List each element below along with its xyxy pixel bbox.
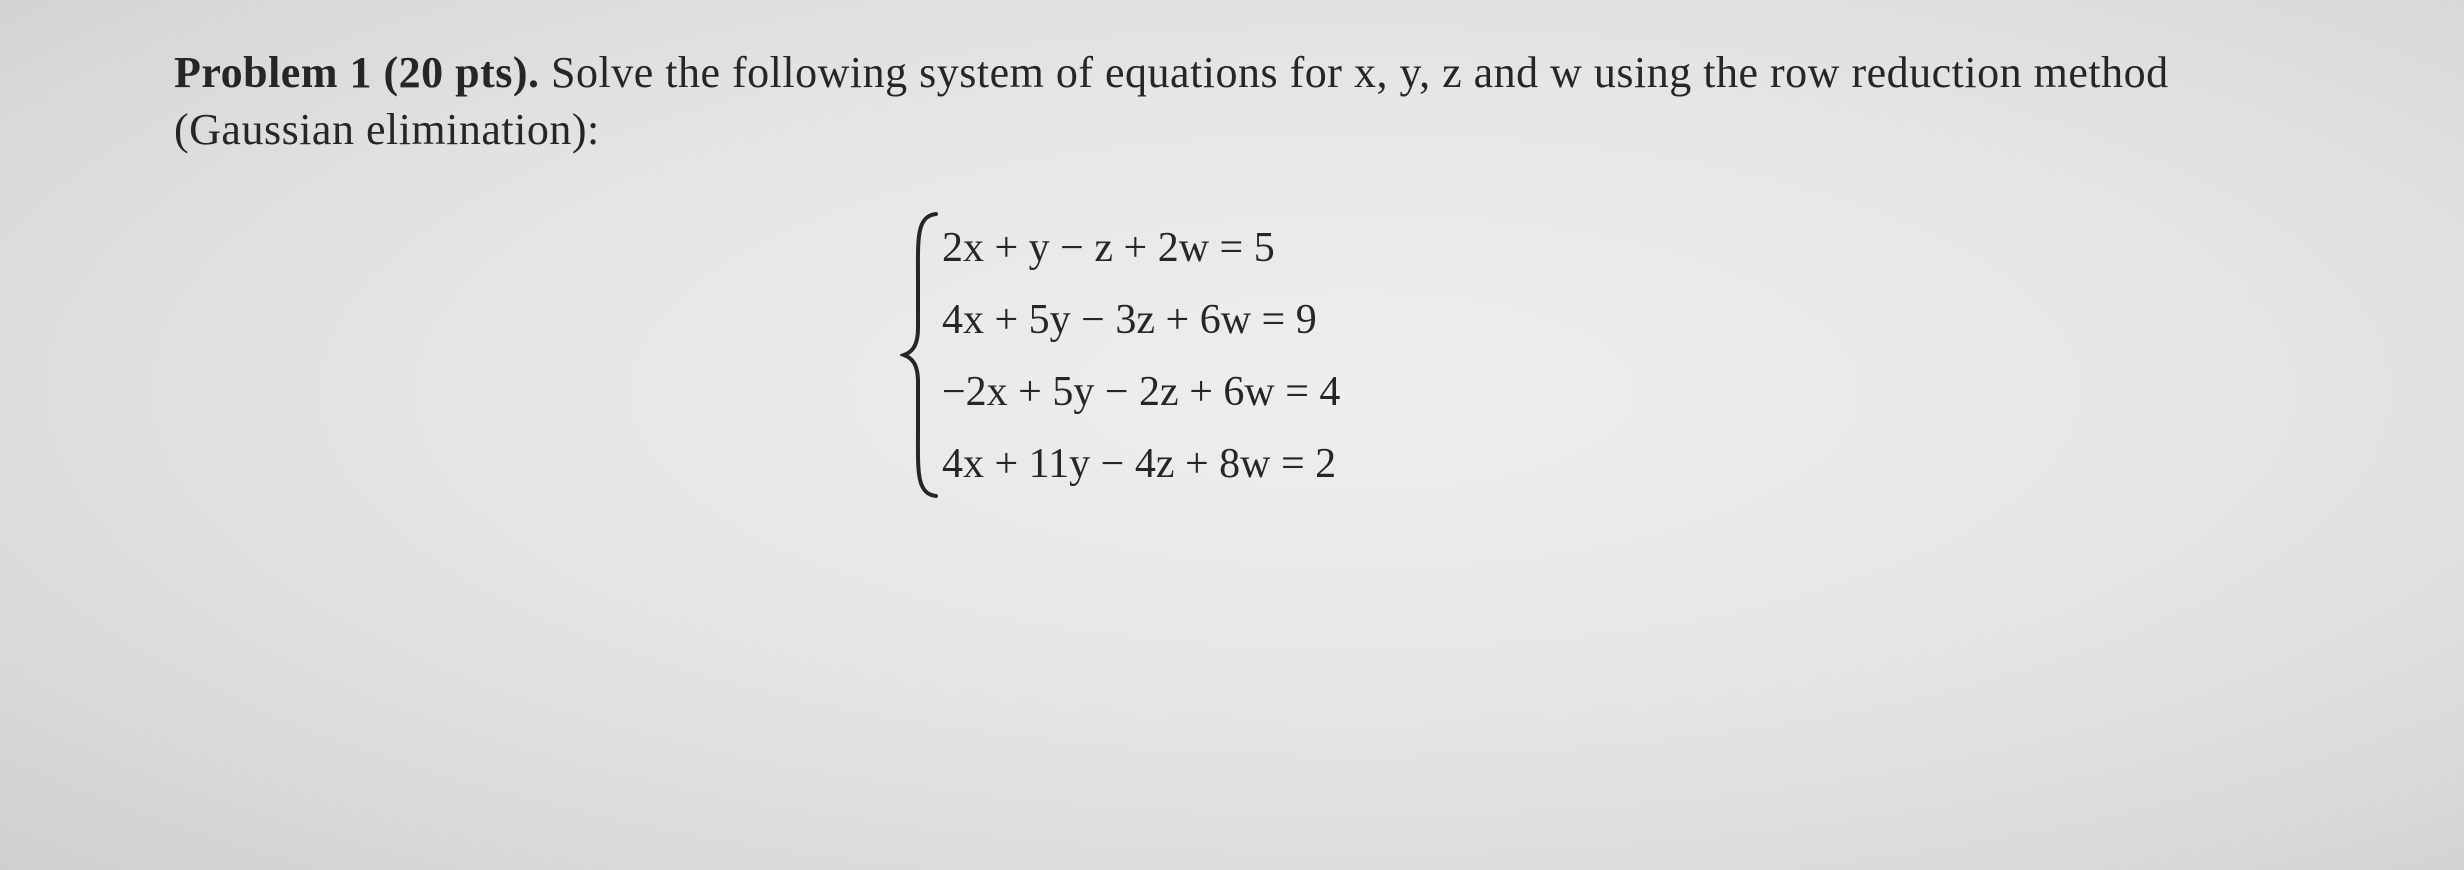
left-brace: [900, 210, 940, 500]
equation-3: −2x + 5y − 2z + 6w = 4: [942, 369, 1341, 415]
equation-1: 2x + y − z + 2w = 5: [942, 225, 1275, 271]
problem-statement: [174, 44, 2274, 158]
problem-text: Solve the following system of equations for x, y, z and w using the row reduction method (Gaussian elimination):: [174, 48, 2169, 154]
equation-2: 4x + 5y − 3z + 6w = 9: [942, 297, 1317, 343]
equations-list: [942, 212, 1340, 500]
problem-heading: Problem 1 (20 pts).: [174, 48, 540, 97]
equation-system: [900, 210, 1600, 500]
equation-4: 4x + 11y − 4z + 8w = 2: [942, 441, 1337, 487]
